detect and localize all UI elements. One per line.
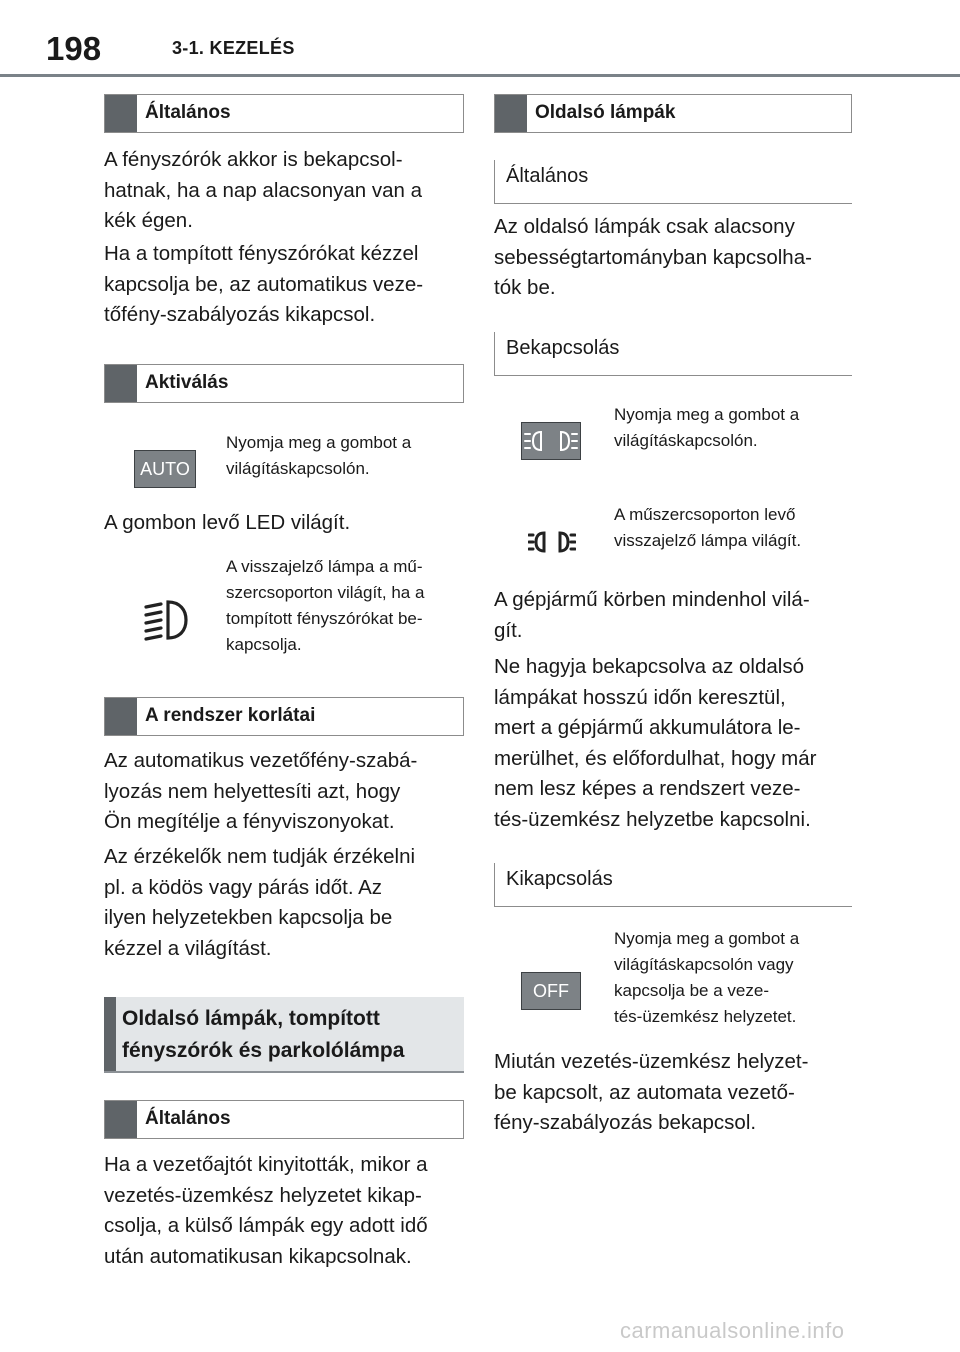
side-lights-button-description: Nyomja meg a gombot a világításkapcsolón. [614, 405, 800, 450]
paragraph: A gépjármű körben mindenhol vilá- gít. [494, 588, 810, 642]
heading-marker [495, 95, 527, 132]
heading-label: Oldalsó lámpák [535, 102, 676, 123]
left-column [104, 0, 464, 1352]
subheading-rule [494, 160, 495, 204]
page-number: 198 [46, 30, 102, 67]
paragraph: A gombon levő LED világít. [104, 511, 351, 534]
heading-marker [105, 95, 137, 132]
off-button-icon: OFF [521, 972, 581, 1010]
subheading-label: Bekapcsolás [506, 337, 620, 359]
paragraph: Ha a tompított fényszórókat kézzel kapcsolja be, az automatikus veze- tőfény-szabályozás kikapcsol. [104, 242, 424, 326]
side-lights-button-icon [521, 422, 581, 460]
heading-label: Általános [145, 1108, 231, 1129]
section-marker [104, 997, 116, 1071]
subheading-rule [494, 863, 495, 907]
heading-marker [105, 698, 137, 735]
paragraph: Az automatikus vezetőfény-szabá- lyozás nem helyettesíti azt, hogy Ön megítélje a fényviszonyokat. [104, 749, 418, 833]
watermark: carmanualsonline.info [620, 1318, 845, 1343]
off-button-description: Nyomja meg a gombot a világításkapcsolón vagy kapcsolja be a veze- tés-üzemkész helyzetet. [614, 929, 800, 1026]
subheading-altalanos [494, 160, 852, 204]
side-lights-indicator-description: A műszercsoporton levő visszajelző lámpa világít. [614, 505, 802, 550]
subheading-kikapcsolas [494, 863, 852, 907]
heading-oldalso-lampak [494, 94, 852, 133]
heading-altalanos-2 [104, 1100, 464, 1139]
side-lights-indicator-icon [528, 530, 576, 554]
paragraph: Az oldalsó lámpák csak alacsony sebességtartományban kapcsolha- tók be. [494, 215, 812, 299]
paragraph: Miután vezetés-üzemkész helyzet- be kapcsolt, az automata vezető- fény-szabályozás bekapcsol. [494, 1050, 809, 1134]
low-beam-indicator-icon [142, 598, 190, 642]
subheading-rule [494, 332, 495, 376]
section-title: Oldalsó lámpák, tompított fényszórók és parkolólámpa [122, 1007, 405, 1062]
right-column [494, 0, 852, 1352]
paragraph: Ha a vezetőajtót kinyitották, mikor a vezetés-üzemkész helyzetet kikap- csolja, a külső lámpák egy adott idő után automatikusan kikapcsolnak. [104, 1153, 428, 1268]
auto-button-icon: AUTO [134, 450, 196, 488]
subheading-label: Általános [506, 165, 589, 187]
heading-label: Aktiválás [145, 372, 229, 393]
chapter-title: 3-1. KEZELÉS [172, 38, 295, 58]
subheading-label: Kikapcsolás [506, 868, 613, 890]
heading-marker [105, 365, 137, 402]
heading-label: A rendszer korlátai [145, 705, 316, 726]
heading-marker [105, 1101, 137, 1138]
heading-korlatai [104, 697, 464, 736]
paragraph: A fényszórók akkor is bekapcsol- hatnak, ha a nap alacsonyan van a kék égen. [104, 148, 422, 232]
low-beam-indicator-description: A visszajelző lámpa a mű- szercsoporton világít, ha a tompított fényszórókat be- kapcsolja. [226, 557, 425, 654]
heading-aktivalas [104, 364, 464, 403]
paragraph: Ne hagyja bekapcsolva az oldalsó lámpákat hosszú időn keresztül, mert a gépjármű akkumulátora le- merülhet, és előfordulhat, hogy már nem lesz képes a rendszert veze- tés-üzemkész helyzetbe kapcsolni. [494, 655, 817, 831]
heading-altalanos [104, 94, 464, 133]
subheading-bekapcsolas [494, 332, 852, 376]
heading-label: Általános [145, 102, 231, 123]
paragraph: Az érzékelők nem tudják érzékelni pl. a ködös vagy párás időt. Az ilyen helyzetekben kapcsolja be kézzel a világítást. [104, 845, 416, 960]
auto-button-description: Nyomja meg a gombot a világításkapcsolón. [226, 433, 412, 478]
section-title-block [104, 997, 464, 1073]
